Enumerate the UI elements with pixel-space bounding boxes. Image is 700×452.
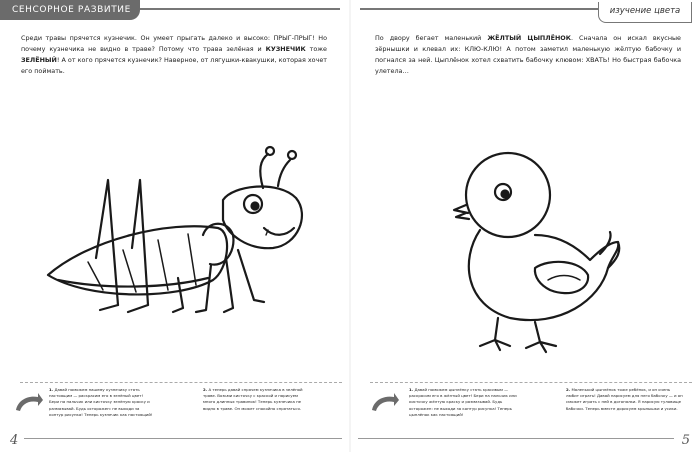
chick-drawing xyxy=(440,150,640,360)
task-1-right xyxy=(409,387,527,418)
footer-rule-right xyxy=(358,438,674,439)
task-number: 1. xyxy=(49,387,54,392)
header-rule-right xyxy=(360,8,600,10)
story-part: Среди травы прячется кузнечик. Он умеет прыгать далеко и высоко: ПРЫГ-ПРЫГ! Но почему кузнечика не видно в траве? Потому что трава зелёная и xyxy=(21,34,327,53)
story-part: ! А от кого прячется кузнечик? Наверное, от лягушки-квакушки, которая хочет его поймать. xyxy=(21,56,327,75)
task-number: 2. xyxy=(566,387,571,392)
task-text: А теперь давай спрячем кузнечика в зелёной траве. Возьми кисточку с краской и нарисуем много длинных травинок! Теперь кузнечика не видно в траве. Он может спокойно спрятаться. xyxy=(203,387,303,411)
task-1-left xyxy=(49,387,154,418)
story-part: . Сначала он искал вкусные зёрнышки и клевал их: КЛЮ-КЛЮ! А потом заметил маленькую жёлтую бабочку и погнался за ней. Цыплёнок хотел схватить бабочку клювом: ХВАТЬ! Но быстрая бабочка улетела… xyxy=(375,34,681,75)
task-text: Маленький цыплёнок тоже ребёнок, и он очень любит играть! Давай нарисуем для него бабочку — и он сможет играть с ней в догонялки. Я нарисую туловище бабочки. Теперь вместе дорисуем крылышки и усики. xyxy=(566,387,683,411)
task-divider-right xyxy=(370,382,692,384)
arrow-badge-icon xyxy=(14,392,44,414)
section-title-right: изучение цвета xyxy=(598,2,692,23)
grasshopper-drawing xyxy=(28,140,318,340)
task-text: Давай поможем нашему кузнечику стать настоящим — раскрасим его в зелёный цвет! Бери на пальчик или кисточку зелёную краску и размазывай. Будь осторожен: не выходи за контур рисунка! Теперь кузнечик как настоящий! xyxy=(49,387,153,417)
story-emphasis: КУЗНЕЧИК xyxy=(265,45,306,53)
story-emphasis: ЖЁЛТЫЙ ЦЫПЛЁНОК xyxy=(487,34,571,42)
header-rule-left xyxy=(140,8,340,10)
section-title-left: СЕНСОРНОЕ РАЗВИТИЕ xyxy=(0,0,140,20)
task-divider-left xyxy=(20,382,342,384)
task-number: 2. xyxy=(203,387,208,392)
story-emphasis: ЗЕЛЁНЫЙ xyxy=(21,56,57,64)
arrow-badge-icon xyxy=(370,392,400,414)
story-part: По двору бегает маленький xyxy=(375,34,488,42)
right-page xyxy=(350,0,700,452)
page-number-right: 5 xyxy=(681,433,690,448)
task-2-left xyxy=(203,387,311,412)
story-text-left xyxy=(21,33,327,77)
page-number-left: 4 xyxy=(10,433,19,448)
story-part: тоже xyxy=(305,45,327,53)
footer-rule-left xyxy=(24,438,342,439)
task-number: 1. xyxy=(409,387,414,392)
task-2-right xyxy=(566,387,684,412)
story-text-right xyxy=(375,33,681,77)
task-text: Давай поможем цыплёнку стать красивым — раскрасим его в жёлтый цвет! Бери на пальчик или кисточку жёлтую краску и размазывай. Будь осторожен: не выходи за контур рисунка! Теперь цыплёнок как настоящий! xyxy=(409,387,517,417)
